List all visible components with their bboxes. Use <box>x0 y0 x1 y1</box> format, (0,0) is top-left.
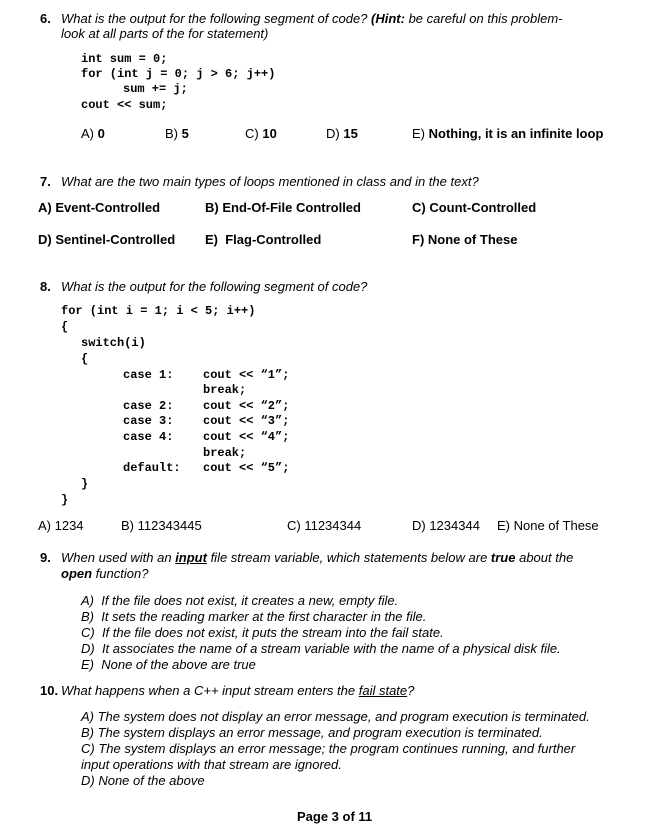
question-text-part: When used with an <box>61 550 176 565</box>
question-number: 10. <box>40 683 59 698</box>
question-text: What are the two main types of loops mentioned in class and in the text? <box>61 174 479 189</box>
code-line: switch(i) <box>81 336 146 350</box>
option-a <box>81 126 105 141</box>
option-f: F) None of These <box>412 232 518 247</box>
option-value: 5 <box>181 126 189 141</box>
case-label: case 1: <box>123 368 174 382</box>
option-e: E) None of These <box>497 518 599 533</box>
question-text <box>61 683 414 698</box>
question-text-part: file stream variable, which statements below are <box>206 550 491 565</box>
question-text <box>61 550 573 565</box>
question-text-part: ? <box>407 683 415 698</box>
code-line: break; <box>203 383 247 397</box>
option-b <box>165 126 189 141</box>
emphasis-input: input <box>175 550 207 565</box>
option-letter: C) <box>245 126 263 141</box>
option-letter: E) <box>412 126 429 141</box>
code-line: cout << “3”; <box>203 414 290 428</box>
option-value: Nothing, it is an infinite loop <box>428 126 604 141</box>
option-value: 10 <box>262 126 277 141</box>
option-a: A) The system does not display an error message, and program execution is terminated. <box>81 709 590 724</box>
option-letter: D) <box>326 126 344 141</box>
option-d: D) 1234344 <box>412 518 480 533</box>
question-text-part: What happens when a C++ input stream enters the <box>61 683 359 698</box>
option-b: B) End-Of-File Controlled <box>205 200 361 215</box>
option-b: B) It sets the reading marker at the first character in the file. <box>81 609 427 624</box>
code-line: for (int j = 0; j > 6; j++) <box>81 67 276 81</box>
hint-label: (Hint: <box>371 11 405 26</box>
question-text <box>61 11 562 26</box>
option-a: A) 1234 <box>38 518 84 533</box>
option-c: C) The system displays an error message; the program continues running, and further <box>81 741 576 756</box>
option-d: D) None of the above <box>81 773 205 788</box>
option-b: B) The system displays an error message, and program execution is terminated. <box>81 725 543 740</box>
question-text-part: be careful on this problem- <box>404 11 563 26</box>
case-label: case 2: <box>123 399 174 413</box>
option-c: C) 11234344 <box>287 518 362 533</box>
code-line: } <box>81 477 89 491</box>
code-line: cout << “5”; <box>203 461 290 475</box>
option-letter: B) <box>165 126 182 141</box>
code-line: cout << “4”; <box>203 430 290 444</box>
question-text-part: What is the output for the following segment of code? <box>61 11 372 26</box>
emphasis-fail-state: fail state <box>358 683 408 698</box>
option-value: 15 <box>343 126 358 141</box>
option-a: A) If the file does not exist, it creates a new, empty file. <box>81 593 399 608</box>
question-number: 9. <box>40 550 51 565</box>
question-text-part: about the <box>515 550 574 565</box>
case-label: case 3: <box>123 414 174 428</box>
case-label: default: <box>123 461 181 475</box>
option-d: D) It associates the name of a stream variable with the name of a physical disk file. <box>81 641 561 656</box>
option-c-continued: input operations with that stream are ignored. <box>81 757 342 772</box>
option-e: E) Flag-Controlled <box>205 232 322 247</box>
code-line: cout << sum; <box>81 98 168 112</box>
question-text-part: function? <box>92 566 149 581</box>
code-line: sum += j; <box>123 82 188 96</box>
option-d: D) Sentinel-Controlled <box>38 232 176 247</box>
question-number: 7. <box>40 174 51 189</box>
case-label: case 4: <box>123 430 174 444</box>
code-line: cout << “1”; <box>203 368 290 382</box>
question-text-line2 <box>61 566 148 581</box>
option-c: C) Count-Controlled <box>412 200 537 215</box>
question-text: What is the output for the following segment of code? <box>61 279 368 294</box>
question-text-line2: look at all parts of the for statement) <box>61 26 269 41</box>
option-e <box>412 126 603 141</box>
code-line: } <box>61 493 69 507</box>
code-line: int sum = 0; <box>81 52 168 66</box>
question-number: 6. <box>40 11 51 26</box>
code-line: cout << “2”; <box>203 399 290 413</box>
option-c <box>245 126 277 141</box>
option-d <box>326 126 358 141</box>
emphasis-true: true <box>490 550 516 565</box>
page-number: Page 3 of 11 <box>297 809 373 824</box>
option-value: 0 <box>97 126 105 141</box>
code-line: for (int i = 1; i < 5; i++) <box>61 304 256 318</box>
option-b: B) 112343445 <box>121 518 202 533</box>
code-line: { <box>81 352 89 366</box>
option-a: A) Event-Controlled <box>38 200 161 215</box>
emphasis-open: open <box>61 566 93 581</box>
code-line: { <box>61 320 69 334</box>
option-letter: A) <box>81 126 98 141</box>
option-e: E) None of the above are true <box>81 657 256 672</box>
option-c: C) If the file does not exist, it puts the stream into the fail state. <box>81 625 444 640</box>
code-line: break; <box>203 446 247 460</box>
question-number: 8. <box>40 279 51 294</box>
